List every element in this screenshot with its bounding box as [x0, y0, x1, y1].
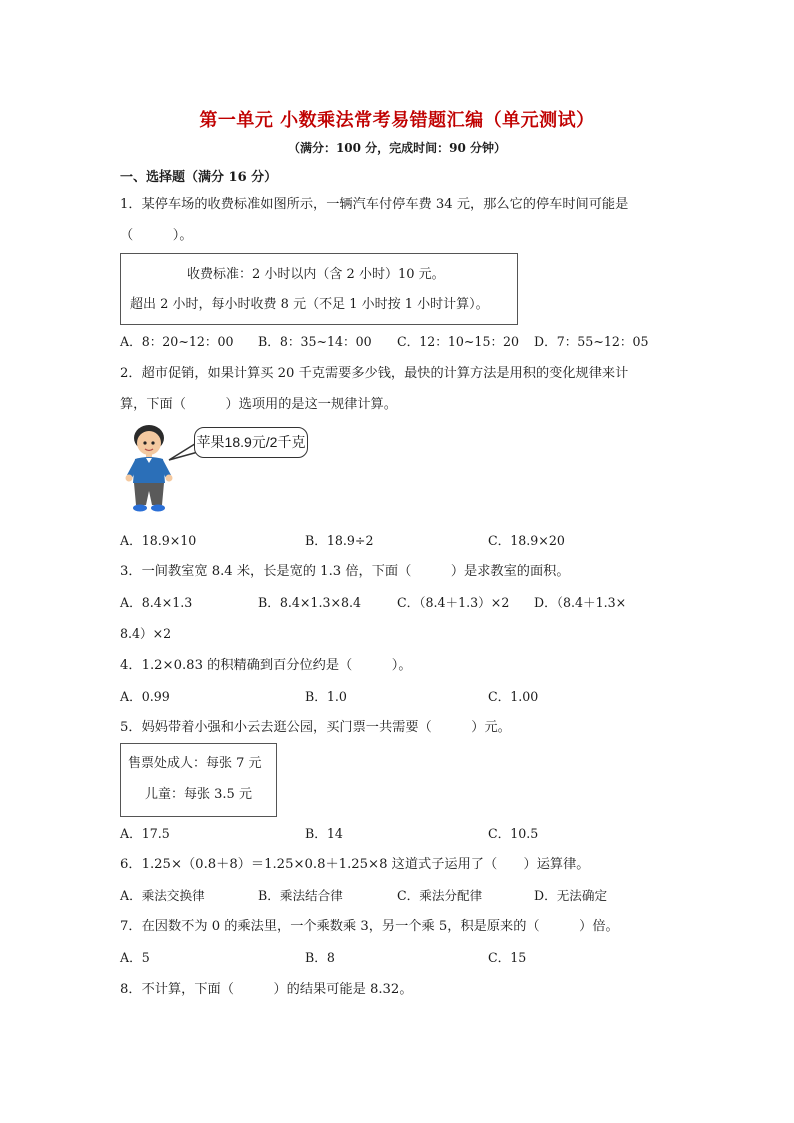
q2-option-c[interactable]: C．18.9×20 — [488, 533, 565, 548]
q4-option-c[interactable]: C．1.00 — [488, 689, 539, 704]
page-subtitle: （满分：100 分，完成时间：90 分钟） — [287, 141, 507, 155]
q3-option-d-cont: 8.4）×2 — [120, 626, 172, 641]
question-6-text: 6．1.25×（0.8＋8）＝1.25×0.8＋1.25×8 这道式子运用了（ ）运算律。 — [120, 857, 590, 872]
q3-option-d[interactable]: D．（8.4＋1.3× — [534, 595, 627, 610]
page-title: 第一单元 小数乘法常考易错题汇编（单元测试） — [199, 110, 595, 131]
fee-box-line-2: 超出 2 小时，每小时收费 8 元（不足 1 小时按 1 小时计算）。 — [130, 297, 489, 312]
question-2-text-cont: 算，下面（ ）选项用的是这一规律计算。 — [120, 397, 397, 412]
speech-bubble: 苹果18.9元/2千克 — [194, 427, 308, 458]
q4-option-a[interactable]: A．0.99 — [120, 689, 170, 704]
question-1-text: 1．某停车场的收费标准如图所示，一辆汽车付停车费 34 元，那么它的停车时间可能是 — [120, 197, 629, 212]
q2-option-a[interactable]: A．18.9×10 — [120, 533, 197, 548]
ticket-box-line-2: 儿童：每张 3.5 元 — [145, 787, 252, 802]
ticket-price-box — [120, 743, 277, 817]
q5-option-c[interactable]: C．10.5 — [488, 826, 539, 841]
question-1-blank: （ ）。 — [120, 228, 193, 243]
q6-option-d[interactable]: D．无法确定 — [534, 888, 608, 903]
question-8-text: 8．不计算，下面（ ）的结果可能是 8.32。 — [120, 982, 413, 997]
q1-option-c[interactable]: C．12：10~15：20 — [397, 334, 520, 349]
q1-option-d[interactable]: D．7：55~12：05 — [534, 334, 649, 349]
q2-option-b[interactable]: B．18.9÷2 — [305, 533, 374, 548]
q7-option-a[interactable]: A．5 — [120, 950, 150, 965]
q6-option-a[interactable]: A．乘法交换律 — [120, 888, 205, 903]
section-heading: 一、选择题（满分 16 分） — [120, 170, 278, 185]
q1-option-b[interactable]: B．8：35~14：00 — [258, 334, 372, 349]
q7-option-b[interactable]: B．8 — [305, 950, 335, 965]
parking-fee-box — [120, 253, 518, 325]
q7-option-c[interactable]: C．15 — [488, 950, 527, 965]
fee-box-line-1: 收费标准：2 小时以内（含 2 小时）10 元。 — [187, 267, 445, 282]
question-4-text: 4．1.2×0.83 的积精确到百分位约是（ ）。 — [120, 658, 412, 673]
q3-option-b[interactable]: B．8.4×1.3×8.4 — [258, 595, 362, 610]
ticket-box-line-1: 售票处成人：每张 7 元 — [128, 756, 262, 771]
question-7-text: 7．在因数不为 0 的乘法里，一个乘数乘 3，另一个乘 5，积是原来的（ ）倍。 — [120, 919, 619, 934]
question-2-text: 2．超市促销，如果计算买 20 千克需要多少钱，最快的计算方法是用积的变化规律来计 — [120, 366, 629, 381]
question-3-text: 3．一间教室宽 8.4 米，长是宽的 1.3 倍，下面（ ）是求教室的面积。 — [120, 564, 570, 579]
q6-option-b[interactable]: B．乘法结合律 — [258, 888, 343, 903]
q3-option-c[interactable]: C．（8.4＋1.3）×2 — [397, 595, 510, 610]
q1-option-a[interactable]: A．8：20~12：00 — [120, 334, 234, 349]
q4-option-b[interactable]: B．1.0 — [305, 689, 347, 704]
q6-option-c[interactable]: C．乘法分配律 — [397, 888, 483, 903]
q5-option-a[interactable]: A．17.5 — [120, 826, 170, 841]
q3-option-a[interactable]: A．8.4×1.3 — [120, 595, 193, 610]
q5-option-b[interactable]: B．14 — [305, 826, 343, 841]
question-5-text: 5．妈妈带着小强和小云去逛公园，买门票一共需要（ ）元。 — [120, 720, 511, 735]
